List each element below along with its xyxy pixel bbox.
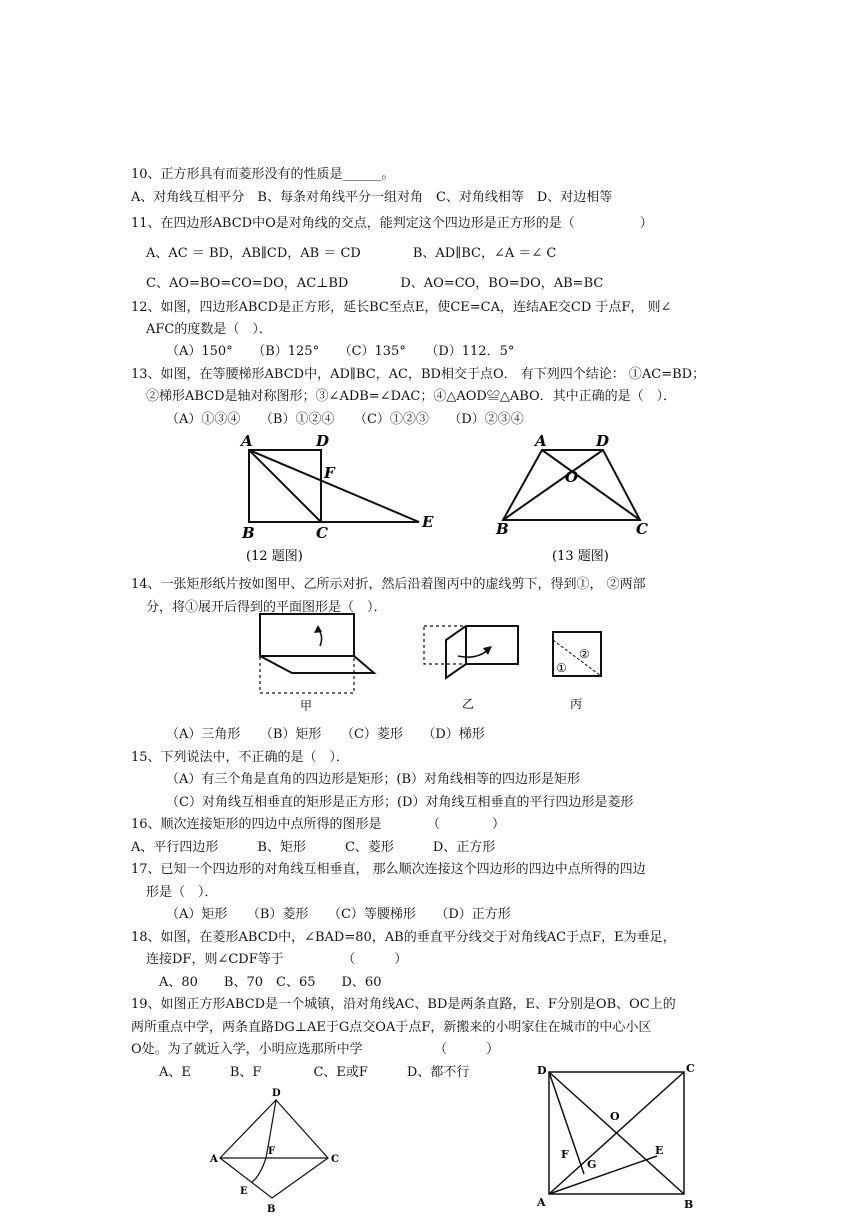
label-b: B <box>242 524 255 542</box>
q13-stem-line2: ②梯形ABCD是轴对称图形；③∠ADB=∠DAC；④△AOD≌△ABO．其中正确的是（ ）． <box>146 389 677 404</box>
figure-13-caption: (13 题图) <box>552 549 609 564</box>
label-p1: ① <box>556 661 567 675</box>
figure-14 <box>250 606 620 718</box>
q13-options: （A）①③④ （B）①②④ （C）①②③ （D）②③④ <box>166 412 524 427</box>
label-bing: 丙 <box>570 697 583 711</box>
label-a: A <box>210 1154 218 1165</box>
label-p2: ② <box>579 647 590 661</box>
label-f: F <box>268 1146 276 1157</box>
label-e: E <box>422 513 434 531</box>
label-e: E <box>655 1144 664 1157</box>
label-d: D <box>316 432 330 450</box>
figure-13 <box>490 430 660 570</box>
q10-options: A、对角线互相平分 B、每条对角线平分一组对角 C、对角线相等 D、对边相等 <box>131 190 613 205</box>
label-o: O <box>610 1110 620 1123</box>
q16-stem: 16、顺次连接矩形的四边中点所得的图形是 （ ） <box>131 817 506 832</box>
q11-stem: 11、在四边形ABCD中O是对角线的交点，能判定这个四边形是正方形的是（ ） <box>131 216 653 231</box>
q11-options-ab: A、AC ＝ BD，AB∥CD，AB ＝ CD B、AD∥BC，∠A ＝∠ C <box>146 246 557 261</box>
q12-stem-line2: AFC的度数是（ ）． <box>146 322 272 337</box>
q19-stem-line3: O处。为了就近入学，小明应选那所中学 （ ） <box>131 1042 500 1057</box>
q15-stem: 15、下列说法中，不正确的是（ ）． <box>131 750 350 765</box>
label-o: O <box>565 468 579 486</box>
label-c: C <box>331 1154 339 1165</box>
q18-options: A、80 B、70 C、65 D、60 <box>159 975 382 990</box>
line-ae <box>549 1156 657 1194</box>
label-a: A <box>241 432 253 450</box>
figure-12-caption: (12 题图) <box>246 549 303 564</box>
q18-stem-line1: 18、如图，在菱形ABCD中，∠BAD=80，AB的垂直平分线交于对角线AC于点F，E为垂足， <box>131 930 676 945</box>
q11-options-cd: C、AO=BO=CO=DO，AC⊥BD D、AO=CO，BO=DO，AB=BC <box>146 276 604 291</box>
label-b: B <box>267 1204 276 1214</box>
label-b: B <box>496 520 509 538</box>
q13-stem-line1: 13、如图，在等腰梯形ABCD中，AD∥BC，AC，BD相交于点O． 有下列四个结论： ①AC=BD； <box>131 367 706 382</box>
label-c: C <box>316 524 328 542</box>
label-g: G <box>587 1158 597 1171</box>
label-a: A <box>535 432 547 450</box>
q16-options: A、平行四边形 B、矩形 C、菱形 D、正方形 <box>131 840 496 855</box>
figure-18 <box>200 1086 360 1214</box>
q10-stem: 10、正方形具有而菱形没有的性质是______。 <box>131 167 395 182</box>
q14-stem-line2: 分，将①展开后得到的平面图形是（ ）． <box>146 600 387 615</box>
q17-stem-line1: 17、已知一个四边形的对角线互相垂直， 那么顺次连接这个四边形的四边中点所得的四边 <box>131 862 646 877</box>
q15-line1: （A）有三个角是直角的四边形是矩形；(B）对角线相等的四边形是矩形 <box>166 772 581 787</box>
diagonal-bd <box>503 450 603 520</box>
q14-stem-line1: 14、一张矩形纸片按如图甲、乙所示对折，然后沿着图丙中的虚线剪下，得到①， ②两部 <box>131 577 646 592</box>
label-jia: 甲 <box>300 699 313 713</box>
diagonal-ac <box>542 450 640 520</box>
label-d: D <box>596 432 610 450</box>
q17-options: （A）矩形 （B）菱形 （C）等腰梯形 （D）正方形 <box>166 907 511 922</box>
label-c: C <box>686 1062 695 1075</box>
q17-stem-line2: 形是（ ）． <box>146 885 218 900</box>
q12-options: （A）150° （B）125° （C）135° （D）112．5° <box>166 344 515 359</box>
label-d: D <box>272 1088 281 1099</box>
label-f: F <box>324 464 335 482</box>
q19-stem-line2: 两所重点中学，两条直路DG⊥AE于G点交OA于点F，新搬来的小明家住在城市的中心小区 <box>131 1020 652 1035</box>
label-f: F <box>561 1148 569 1161</box>
label-e: E <box>240 1186 248 1197</box>
figure-19 <box>532 1060 712 1210</box>
q12-stem-line1: 12、如图，四边形ABCD是正方形，延长BC至点E，使CE=CA，连结AE交CD 于点F， 则∠ <box>131 300 672 315</box>
figure-bing <box>553 632 601 711</box>
q19-options: A、E B、F C、E或F D、都不行 <box>159 1065 470 1080</box>
label-d: D <box>537 1064 547 1077</box>
figure-12 <box>236 430 446 570</box>
label-c: C <box>636 520 648 538</box>
label-b: B <box>684 1198 694 1210</box>
q18-stem-line2: 连接DF，则∠CDF等于 （ ） <box>146 952 408 967</box>
q15-line2: （C）对角线互相垂直的矩形是正方形；(D）对角线互相垂直的平行四边形是菱形 <box>166 795 634 810</box>
figure-jia <box>260 614 374 713</box>
line-ae <box>249 450 419 522</box>
q19-stem-line1: 19、如图正方形ABCD是一个城镇，沿对角线AC、BD是两条直路，E、F分别是OB、OC上的 <box>131 997 676 1012</box>
figure-yi <box>424 626 518 711</box>
diagonal-ac <box>249 450 321 522</box>
label-yi: 乙 <box>462 697 475 711</box>
q14-options: （A）三角形 （B）矩形 （C）菱形 （D）梯形 <box>166 727 485 742</box>
label-a: A <box>537 1196 546 1209</box>
